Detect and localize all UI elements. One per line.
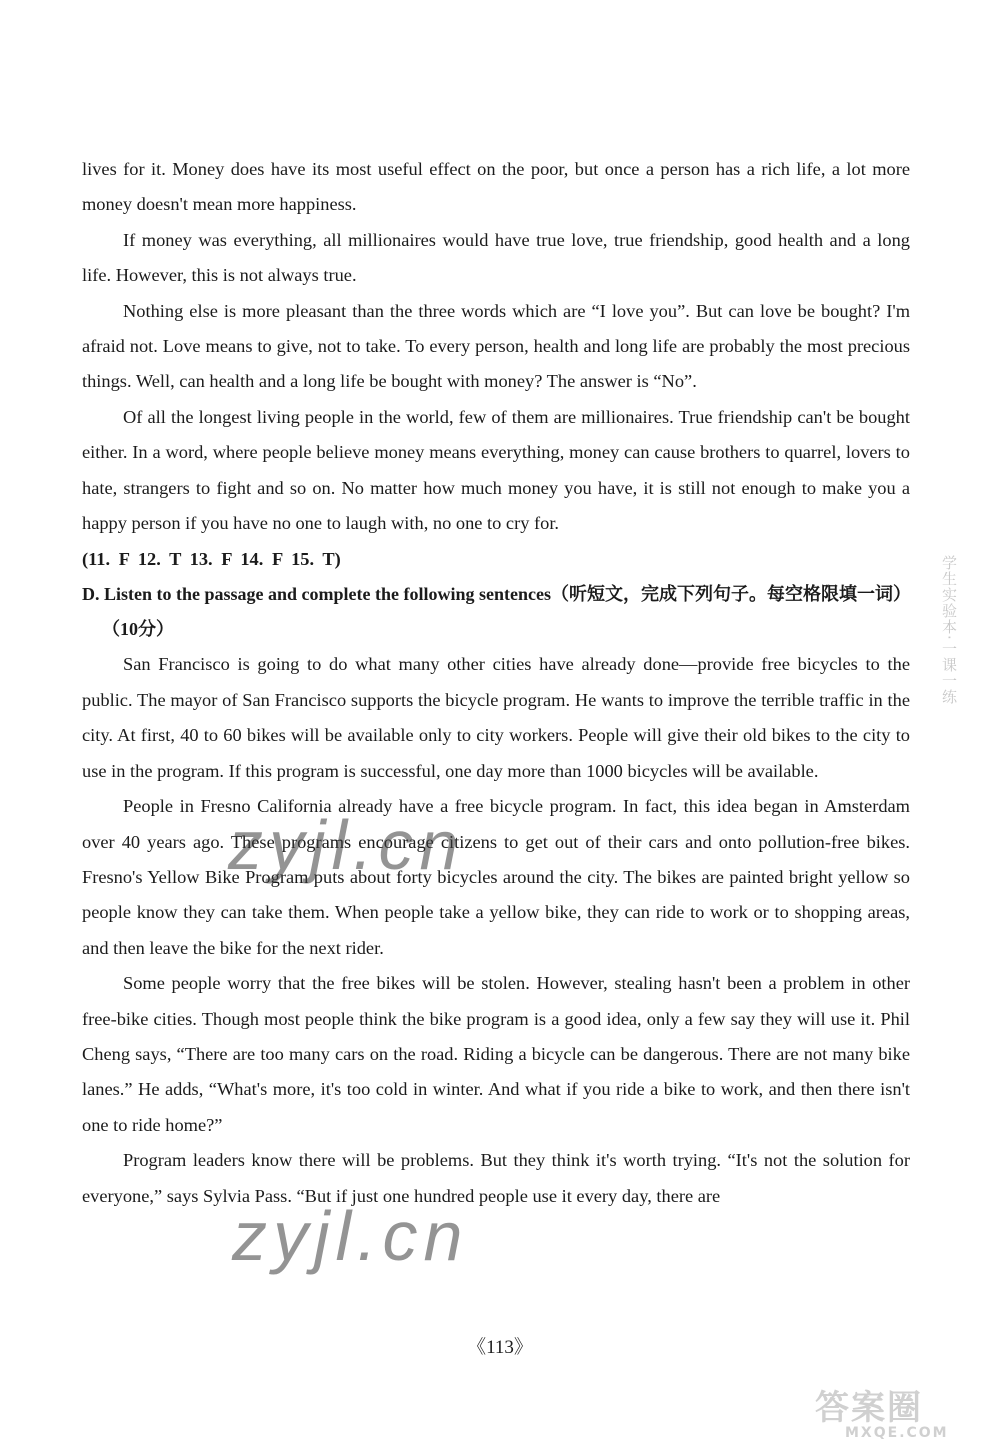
page-number: 《113》: [467, 1337, 533, 1358]
paragraph: If money was everything, all millionaires would have true love, true friendship, good health and a long life. However, this is not always true.: [82, 229, 910, 286]
side-tab-label: 学生实验本·一课一练: [940, 555, 958, 705]
watermark: zyjl.cn: [228, 806, 465, 884]
paragraph: People in Fresno California already have a free bicycle program. In fact, this idea began in Amsterdam over 40 years ago. These programs encourage citizens to get out of their cars and onto pollution-free bikes. Fresno's Yellow Bike Program puts about forty bicycles around the city. The bikes are painted bright yellow so people know they can take them. When people take a yellow bike, they can ride to work or to shopping areas, and then leave the bike for the next rider.: [82, 796, 910, 958]
section-d-heading: D. Listen to the passage and complete the following sentences（听短文，完成下列句子。每空格限填一词）（10分）: [82, 584, 902, 640]
paragraph: Nothing else is more pleasant than the three words which are “I love you”. But can love be bought? I'm afraid not. Love means to give, not to take. To every person, health and long life are probably the most precious things. Well, can health and a long life be bought with money? The answer is “No”.: [82, 300, 910, 392]
answer-key: (11. F 12. T 13. F 14. F 15. T): [82, 549, 341, 570]
watermark: zyjl.cn: [232, 1197, 469, 1275]
corner-logo-en: MXQE.COM: [845, 1425, 949, 1441]
paragraph: Some people worry that the free bikes will be stolen. However, stealing hasn't been a problem in other free-bike cities. Though most people think the bike program is a good idea, only a few say they will use it. Phil Cheng says, “There are too many cars on the road. Riding a bicycle can be dangerous. There are not many bike lanes.” He adds, “What's more, it's too cold in winter. And what if you ride a bike to work, and then there isn't one to ride home?”: [82, 973, 910, 1135]
paragraph: San Francisco is going to do what many other cities have already done—provide free bicycles to the public. The mayor of San Francisco supports the bicycle program. He wants to improve the terrible traffic in the city. At first, 40 to 60 bikes will be available only to city workers. People will give their old bikes to the city to use in the program. If this program is successful, one day more than 1000 bicycles will be available.: [82, 654, 910, 781]
corner-logo: [815, 1380, 985, 1444]
corner-logo-cn: 答案圈: [815, 1388, 923, 1428]
paragraph: Of all the longest living people in the world, few of them are millionaires. True friendship can't be bought either. In a word, where people believe money means everything, money can cause brothers to quarrel, lovers to hate, strangers to fight and so on. No matter how much money you have, it is still not enough to make you a happy person if you have no one to laugh with, no one to cry for.: [82, 406, 910, 534]
paragraph: Program leaders know there will be problems. But they think it's worth trying. “It's not the solution for everyone,” says Sylvia Pass. “But if just one hundred people use it every day, there are: [82, 1150, 910, 1206]
paragraph-continued: lives for it. Money does have its most useful effect on the poor, but once a person has a rich life, a lot more money doesn't mean more happiness.: [82, 159, 910, 215]
document-body: [82, 152, 910, 1214]
